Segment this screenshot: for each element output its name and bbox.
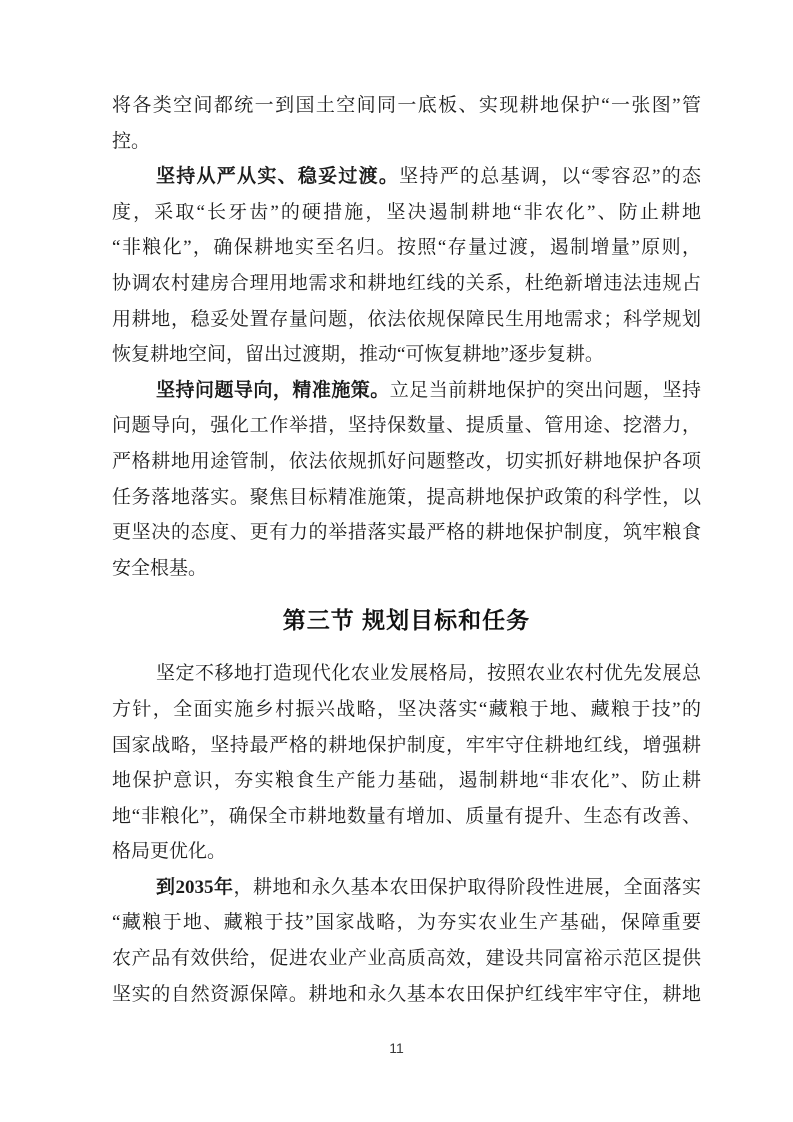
text-line — [112, 656, 701, 692]
text-line — [112, 480, 701, 516]
text-line — [112, 195, 701, 231]
text-segment: 坚实的自然资源保障。耕地和永久基本农田保护红线牢牢守住，耕地 — [112, 983, 701, 1005]
text-segment: 度，采取“长牙齿”的硬措施，坚决遏制耕地“非农化”、防止耕地 — [112, 201, 701, 223]
text-segment: 严格耕地用途管制，依法依规抓好问题整改，切实抓好耕地保护各项 — [112, 450, 701, 472]
text-line — [112, 373, 701, 409]
bold-text-segment: 坚持问题导向，精准施策。 — [156, 379, 390, 401]
body-text-block-1 — [112, 88, 701, 586]
text-line — [112, 124, 701, 160]
text-segment: “非粮化”，确保耕地实至名归。按照“存量过渡，遏制增量”原则， — [112, 237, 701, 259]
body-text-block-2 — [112, 656, 701, 1012]
text-line — [112, 551, 701, 587]
text-segment: 地保护意识，夯实粮食生产能力基础，遏制耕地“非农化”、防止耕 — [112, 770, 701, 792]
text-line — [112, 302, 701, 338]
text-line — [112, 977, 701, 1013]
text-segment: “藏粮于地、藏粮于技”国家战略，为夯实农业生产基础，保障重要 — [112, 912, 701, 934]
text-line — [112, 515, 701, 551]
text-line — [112, 266, 701, 302]
text-line — [112, 763, 701, 799]
text-segment: 将各类空间都统一到国土空间同一底板、实现耕地保护“一张图”管 — [112, 95, 701, 116]
text-segment: 恢复耕地空间，留出过渡期，推动“可恢复耕地”逐步复耕。 — [112, 344, 604, 366]
text-segment: 坚定不移地打造现代化农业发展格局，按照农业农村优先发展总 — [156, 663, 701, 685]
text-segment: 用耕地，稳妥处置存量问题，依法依规保障民生用地需求；科学规划 — [112, 308, 701, 330]
text-line — [112, 337, 701, 373]
text-segment: 方针，全面实施乡村振兴战略，坚决落实“藏粮于地、藏粮于技”的 — [112, 698, 701, 720]
text-line — [112, 834, 701, 870]
text-line — [112, 728, 701, 764]
text-line — [112, 444, 701, 480]
text-segment: 控。 — [112, 130, 151, 152]
page-number: 11 — [389, 1040, 404, 1056]
text-segment: 问题导向，强化工作举措，坚持保数量、提质量、管用途、挖潜力， — [112, 415, 701, 437]
text-segment: 坚持严的总基调，以“零容忍”的态 — [399, 166, 701, 188]
text-segment: 更坚决的态度、更有力的举措落实最严格的耕地保护制度，筑牢粮食 — [112, 522, 701, 544]
text-segment: 协调农村建房合理用地需求和耕地红线的关系，杜绝新增违法违规占 — [112, 272, 701, 294]
text-line — [112, 870, 701, 906]
page-content — [112, 88, 701, 1012]
text-line — [112, 159, 701, 195]
text-segment: 任务落地落实。聚焦目标精准施策，提高耕地保护政策的科学性，以 — [112, 486, 701, 508]
text-segment: 立足当前耕地保护的突出问题，坚持 — [389, 379, 701, 401]
bold-text-segment: 坚持从严从实、稳妥过渡。 — [156, 166, 400, 188]
text-line — [112, 88, 701, 124]
text-line — [112, 905, 701, 941]
text-segment: 农产品有效供给，促进农业产业高质高效，建设共同富裕示范区提供 — [112, 948, 701, 970]
bold-text-segment: 到2035年 — [156, 876, 234, 898]
section-heading: 第三节 规划目标和任务 — [282, 607, 531, 634]
text-line — [112, 941, 701, 977]
text-segment: 国家战略，坚持最严格的耕地保护制度，牢牢守住耕地红线，增强耕 — [112, 734, 701, 756]
text-segment: ，耕地和永久基本农田保护取得阶段性进展，全面落实 — [233, 876, 701, 898]
text-segment: 安全根基。 — [112, 557, 208, 579]
text-line — [112, 408, 701, 444]
text-line — [112, 692, 701, 728]
text-segment: 地“非粮化”，确保全市耕地数量有增加、质量有提升、生态有改善、 — [112, 805, 701, 827]
text-line — [112, 799, 701, 835]
text-line — [112, 230, 701, 266]
text-segment: 格局更优化。 — [112, 841, 227, 863]
